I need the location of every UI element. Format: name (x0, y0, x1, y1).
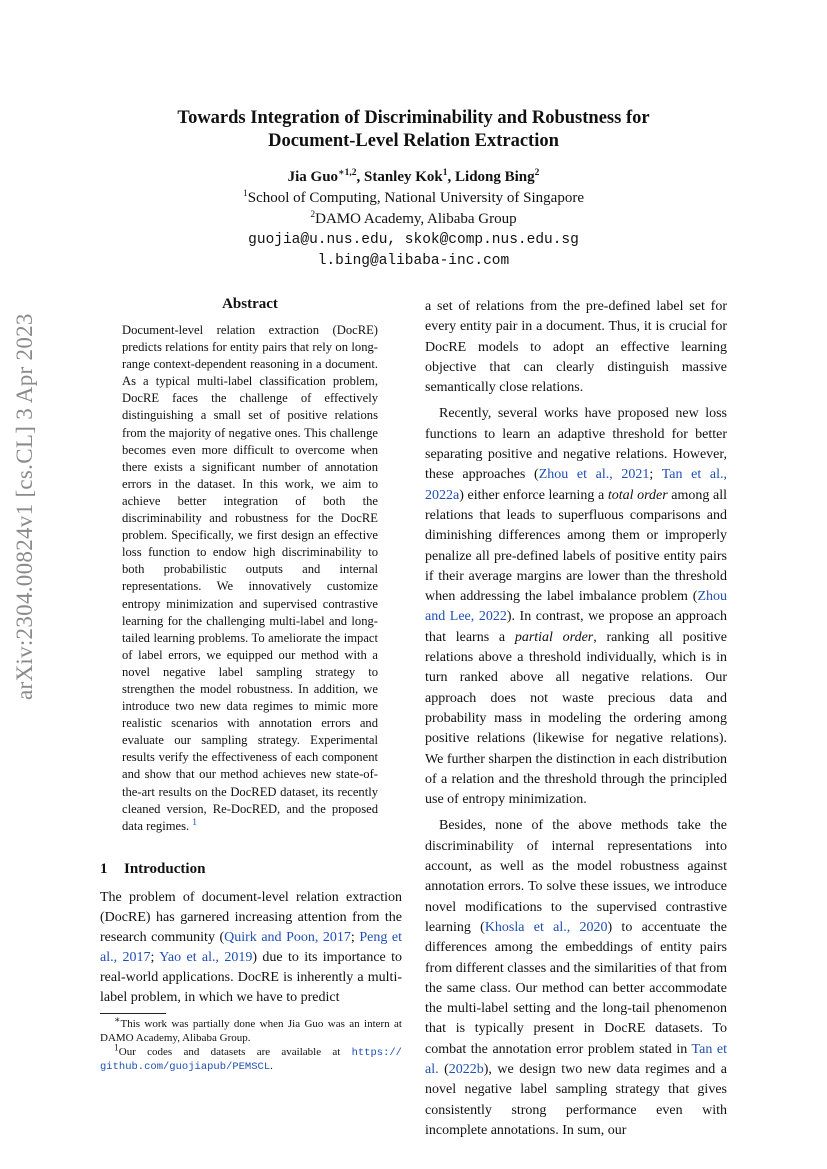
text-run: . (270, 1060, 273, 1073)
right-column (425, 297, 727, 1147)
footnote-1 (100, 1015, 402, 1046)
text-run: ; (150, 950, 160, 966)
text-run: ), we design two new data regimes and a novel negative label sampling strategy that gives consistently strong performance even with incomplete annotations. In sum, our (425, 1061, 727, 1138)
citation-link[interactable]: Zhou and Lee, 2022 (425, 589, 727, 625)
citation-link[interactable]: Quirk and Poon, 2017 (224, 930, 351, 946)
affiliation-2-text: DAMO Academy, Alibaba Group (315, 211, 517, 227)
text-run: a set of relations from the pre-defined label set for every entity pair in a document. Thus, it is crucial for DocRE models to adopt an effective learning objective that can clearly distinguish massive semantically close relations. (425, 299, 727, 396)
author-3-mark: 2 (534, 168, 540, 178)
affiliation-1-mark: 1 (243, 189, 248, 199)
paper-title (100, 107, 727, 153)
section-title-text: Introduction (124, 861, 206, 877)
citation-link[interactable]: Peng et al., 2017 (100, 930, 403, 966)
abstract-text: Document-level relation extraction (DocRE) predicts relations for entity pairs that rely on long-range context-dependent reasoning in a document. As a typical multi-label classification problem, DocRE faces the challenge of effectively distinguishing a small set of positive relations from the majority of negative ones. This challenge becomes even more difficult to overcome when there exists a significant number of annotation errors in the dataset. In this work, we aim to achieve better integration of both the discriminability and robustness for the DocRE problem. Specifically, we first design an effective loss function to endow high discriminability to both probabilistic outputs and internal representations. We innovatively customize entropy minimization and supervised contrastive learning for the challenging multi-label and long-tailed learning problems. To ameliorate the impact of label errors, we equipped our method with a novel negative label sampling strategy to strengthen the model robustness. In addition, we introduce two new data regimes to mimic more realistic scenarios with annotation errors and evaluate our sampling strategy. Experimental results verify the effectiveness of each component and show that our method achieves new state-of-the-art results on the DocRED dataset, its recently cleaned version, Re-DocRED, and the proposed data regimes. (122, 323, 378, 833)
text-run: ; (649, 467, 662, 483)
author-names: Jia Guo$^{∗1,2}$, Stanley Kok$^1$, Lidong Bing$^2$ (287, 168, 540, 185)
section-number: 1 (100, 861, 108, 877)
author-2-mark: 1 (442, 168, 448, 178)
emphasis: partial order (514, 629, 594, 645)
text-run: among all relations that leads to superfluous comparisons and diminishing differences among them or improperly penalize all pre-defined labels of positive entity pairs if their average margins are lower than the threshold when addressing the label imbalance problem ( (425, 487, 727, 605)
emails-line-2: l.bing@alibaba-inc.com (317, 253, 510, 269)
title-line-1: Towards Integration of Discriminability and Robustness for (177, 108, 650, 128)
url-part[interactable]: github.com/guojiapub/PEMSCL (100, 1061, 271, 1074)
citation-link[interactable]: 2022b (448, 1061, 484, 1077)
author-block (100, 167, 727, 272)
footnote-1-mark: ∗ (114, 1015, 121, 1026)
text-run: , ranking all positive relations above a threshold individually, which is in turn ranked above all negative relations. Our approach does not waste precious data and probability mass in modeling the ordering among positive relations (likewise for negative relations). We further sharpen the distinction in each distribution of a relation and the threshold through the principled use of entropy minimization. (425, 629, 728, 808)
intro-paragraph-1 (100, 888, 402, 1009)
text-run: ). In contrast, we propose an approach that learns a (425, 609, 727, 645)
text-run: ; (350, 930, 360, 946)
url-part[interactable]: https:// (351, 1046, 402, 1059)
intro-paragraph-2 (425, 404, 727, 810)
affiliation-2-mark: 2 (310, 210, 316, 220)
section-heading-introduction (100, 861, 205, 878)
abstract-footnote-mark[interactable]: 1 (192, 817, 198, 828)
affiliation-1 (100, 188, 727, 209)
arxiv-identifier: arXiv:2304.00824v1 [cs.CL] 3 Apr 2023 (12, 313, 37, 700)
affiliation-2 (100, 209, 727, 230)
emphasis: total order (607, 487, 668, 503)
text-run: Besides, none of the above methods take the discriminability of internal representations into account, as well as the model robustness against annotation errors. To solve these issues, we introduce novel modifications to the supervised contrastive learning ( (425, 818, 727, 935)
citation-link[interactable]: Tan et al., 2022a (425, 467, 728, 503)
footnotes (100, 1015, 402, 1075)
author-1-mark: ∗1,2 (338, 168, 357, 178)
text-run: Recently, several works have proposed new loss functions to learn an adaptive threshold for better separating positive and negative relations. However, these approaches ( (425, 406, 727, 483)
intro-paragraph-3 (425, 816, 727, 1141)
citation-link[interactable]: Khosla et al., 2020 (484, 919, 608, 935)
intro-paragraph-1-continued (425, 297, 727, 398)
affiliation-1-text: School of Computing, National University of Singapore (247, 190, 584, 206)
author-3: Lidong Bing (455, 169, 535, 185)
text-run: The problem of document-level relation extraction (DocRE) has garnered increasing attention from the research community ( (100, 890, 402, 946)
text-run: ) either enforce learning a (459, 487, 608, 503)
footnote-2 (100, 1042, 402, 1076)
footnote-1-text: This work was partially done when Jia Guo was an intern at DAMO Academy, Alibaba Group. (100, 1018, 402, 1044)
abstract-body (122, 322, 378, 835)
citation-link[interactable]: Yao et al., 2019 (159, 950, 253, 966)
author-1: Jia Guo (287, 169, 339, 185)
text-run: ) due to its importance to real-world applications. DocRE is inherently a multi-label problem, in which we have to predict (100, 950, 403, 1006)
text-run: ) to accentuate the differences among the embeddings of entity pairs from different classes and the similarities of that from the same class. Our method can better accommodate the multi-label setting and the long-tail phenomenon that is typically present in DocRE datasets. To combat the annotation error problem stated in (425, 919, 728, 1057)
citation-link[interactable]: Tan et al. (425, 1041, 727, 1077)
abstract-heading: Abstract (222, 296, 278, 312)
emails-line-1: guojia@u.nus.edu, skok@comp.nus.edu.sg (248, 232, 579, 248)
text-run: ( (438, 1061, 449, 1077)
author-2: Stanley Kok (364, 169, 443, 185)
title-line-2: Document-Level Relation Extraction (268, 131, 559, 151)
footnote-divider (100, 1013, 166, 1014)
footnote-2-text: Our codes and datasets are available at (118, 1045, 352, 1058)
citation-link[interactable]: Zhou et al., 2021 (538, 467, 650, 483)
footnote-2-mark: 1 (114, 1042, 119, 1053)
